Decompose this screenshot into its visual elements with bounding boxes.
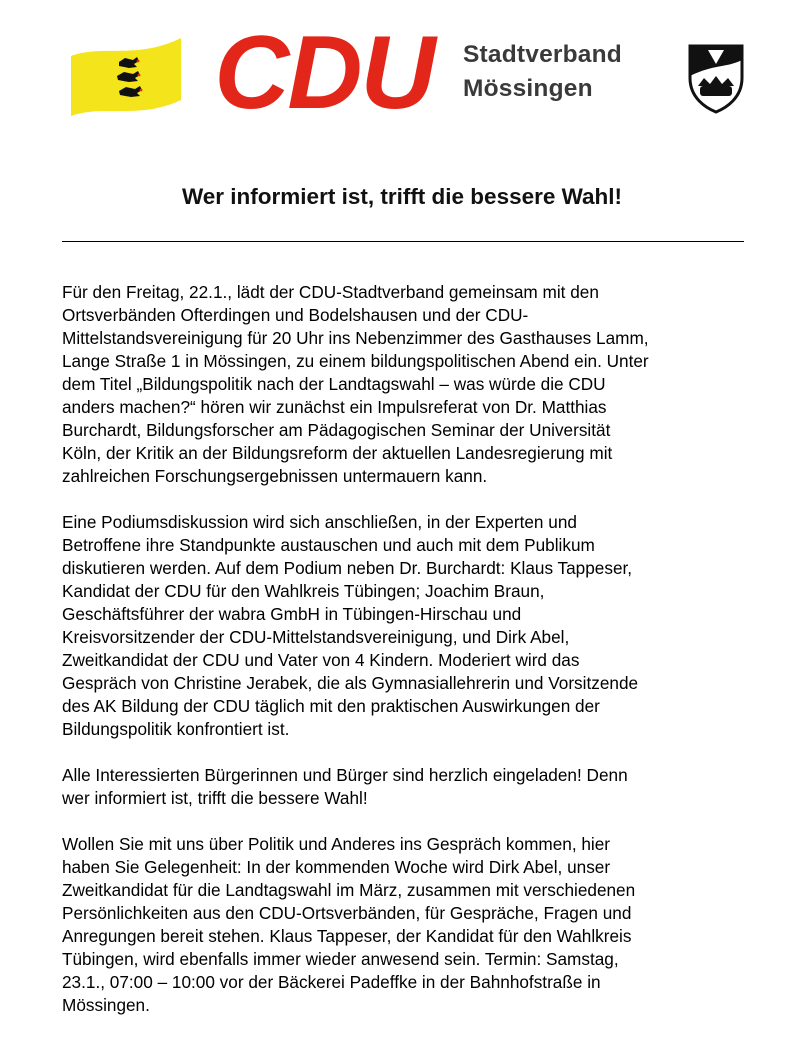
text-line: Kreisvorsitzender der CDU-Mittelstandsvereinigung, und Dirk Abel,: [62, 627, 570, 647]
organization-name-line2: Mössingen: [463, 75, 593, 102]
text-line: Persönlichkeiten aus den CDU-Ortsverbänden, für Gespräche, Fragen und: [62, 903, 632, 923]
text-line: diskutieren werden. Auf dem Podium neben Dr. Burchardt: Klaus Tappeser,: [62, 558, 633, 578]
text-line: Lange Straße 1 in Mössingen, zu einem bildungspolitischen Abend ein. Unter: [62, 351, 649, 371]
text-line: des AK Bildung der CDU täglich mit den praktischen Auswirkungen der: [62, 696, 600, 716]
text-line: anders machen?“ hören wir zunächst ein Impulsreferat von Dr. Matthias: [62, 397, 607, 417]
text-line: Zweitkandidat für die Landtagswahl im März, zusammen mit verschiedenen: [62, 880, 636, 900]
baden-wuerttemberg-flag-icon: [67, 34, 185, 118]
text-line: 23.1., 07:00 – 10:00 vor der Bäckerei Padeffke in der Bahnhofstraße in: [62, 972, 601, 992]
text-line: Zweitkandidat der CDU und Vater von 4 Kindern. Moderiert wird das: [62, 650, 580, 670]
text-line: Wollen Sie mit uns über Politik und Anderes ins Gespräch kommen, hier: [62, 834, 611, 854]
text-line: Ortsverbänden Ofterdingen und Bodelshausen und der CDU-: [62, 305, 529, 325]
letterhead: [0, 0, 804, 130]
paragraph-meetup: [62, 833, 762, 1017]
paragraph-welcome: [62, 764, 762, 810]
paragraph-panel: [62, 511, 762, 741]
text-line: Betroffene ihre Standpunkte austauschen und auch mit dem Publikum: [62, 535, 595, 555]
text-line: Mittelstandsvereinigung für 20 Uhr ins Nebenzimmer des Gasthauses Lamm,: [62, 328, 649, 348]
organization-name-line1: Stadtverband: [463, 41, 622, 68]
text-line: Für den Freitag, 22.1., lädt der CDU-Stadtverband gemeinsam mit den: [62, 282, 599, 302]
text-line: dem Titel „Bildungspolitik nach der Landtagswahl – was würde die CDU: [62, 374, 606, 394]
text-line: Geschäftsführer der wabra GmbH in Tübingen-Hirschau und: [62, 604, 522, 624]
paragraph-invitation: [62, 281, 762, 488]
text-line: Eine Podiumsdiskussion wird sich anschließen, in der Experten und: [62, 512, 577, 532]
text-line: Anregungen bereit stehen. Klaus Tappeser, der Kandidat für den Wahlkreis: [62, 926, 632, 946]
text-line: wer informiert ist, trifft die bessere Wahl!: [62, 788, 368, 808]
organization-name: [463, 38, 622, 106]
text-line: haben Sie Gelegenheit: In der kommenden Woche wird Dirk Abel, unser: [62, 857, 611, 877]
text-line: Alle Interessierten Bürgerinnen und Bürger sind herzlich eingeladen! Denn: [62, 765, 628, 785]
text-line: zahlreichen Forschungsergebnissen untermauern kann.: [62, 466, 488, 486]
text-line: Burchardt, Bildungsforscher am Pädagogischen Seminar der Universität: [62, 420, 611, 440]
text-line: Köln, der Kritik an der Bildungsreform der aktuellen Landesregierung mit: [62, 443, 613, 463]
svg-text:CDU: CDU: [214, 22, 434, 122]
text-line: Bildungspolitik konfrontiert ist.: [62, 719, 290, 739]
moessingen-crest-icon: [686, 42, 746, 114]
divider: [62, 241, 744, 242]
text-line: Mössingen.: [62, 995, 150, 1015]
text-line: Tübingen, wird ebenfalls immer wieder anwesend sein. Termin: Samstag,: [62, 949, 619, 969]
text-line: Gespräch von Christine Jerabek, die als Gymnasiallehrerin und Vorsitzende: [62, 673, 639, 693]
cdu-logo-icon: [204, 22, 444, 122]
headline: Wer informiert ist, trifft die bessere Wahl!: [181, 184, 623, 209]
article-body: [62, 281, 762, 1040]
text-line: Kandidat der CDU für den Wahlkreis Tübingen; Joachim Braun,: [62, 581, 545, 601]
